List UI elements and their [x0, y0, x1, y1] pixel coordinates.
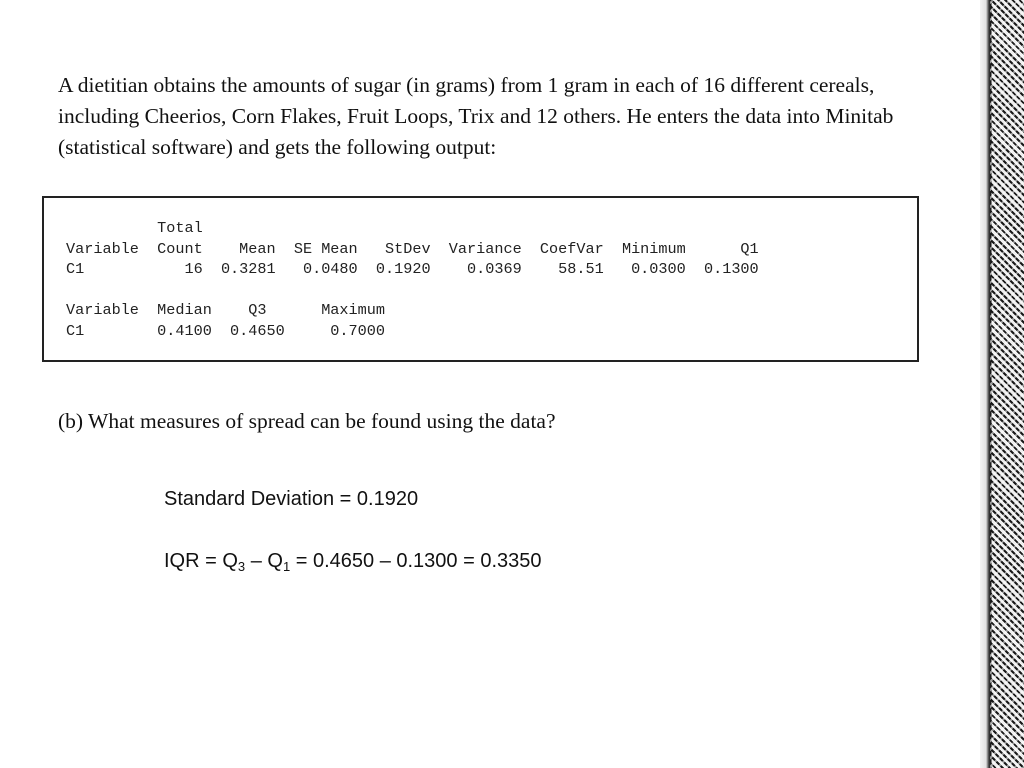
output-line-values-2: C1 0.4100 0.4650 0.7000	[66, 321, 385, 340]
iqr-subscript-3: 3	[237, 559, 246, 574]
iqr-mid: – Q	[245, 550, 283, 572]
minitab-output-text	[66, 218, 759, 341]
decorative-side-strip	[980, 0, 1024, 768]
output-line-header-2: Variable Median Q3 Maximum	[66, 301, 385, 319]
output-line-header-1: Variable Count Mean SE Mean StDev Variance CoefVar Minimum Q1	[66, 239, 759, 258]
output-line-values-1: C1 16 0.3281 0.0480 0.1920 0.0369 58.51 0.0300 0.1300	[66, 260, 759, 278]
answer-standard-deviation: Standard Deviation = 0.1920	[164, 488, 419, 510]
iqr-prefix: IQR = Q	[164, 550, 238, 572]
iqr-rest: = 0.4650 – 0.1300 = 0.3350	[290, 550, 542, 572]
minitab-output-box	[42, 196, 919, 362]
iqr-subscript-1: 1	[282, 559, 291, 574]
question-b: (b) What measures of spread can be found using the data?	[58, 409, 556, 433]
output-line-total-header: Total	[66, 219, 203, 237]
problem-statement: A dietitian obtains the amounts of sugar (in grams) from 1 gram in each of 16 different cereals, including Cheerios, Corn Flakes, Fruit Loops, Trix and 12 others. He enters the data into Minitab (statistical software) and gets the following output:	[58, 73, 894, 159]
answer-iqr	[164, 547, 542, 575]
